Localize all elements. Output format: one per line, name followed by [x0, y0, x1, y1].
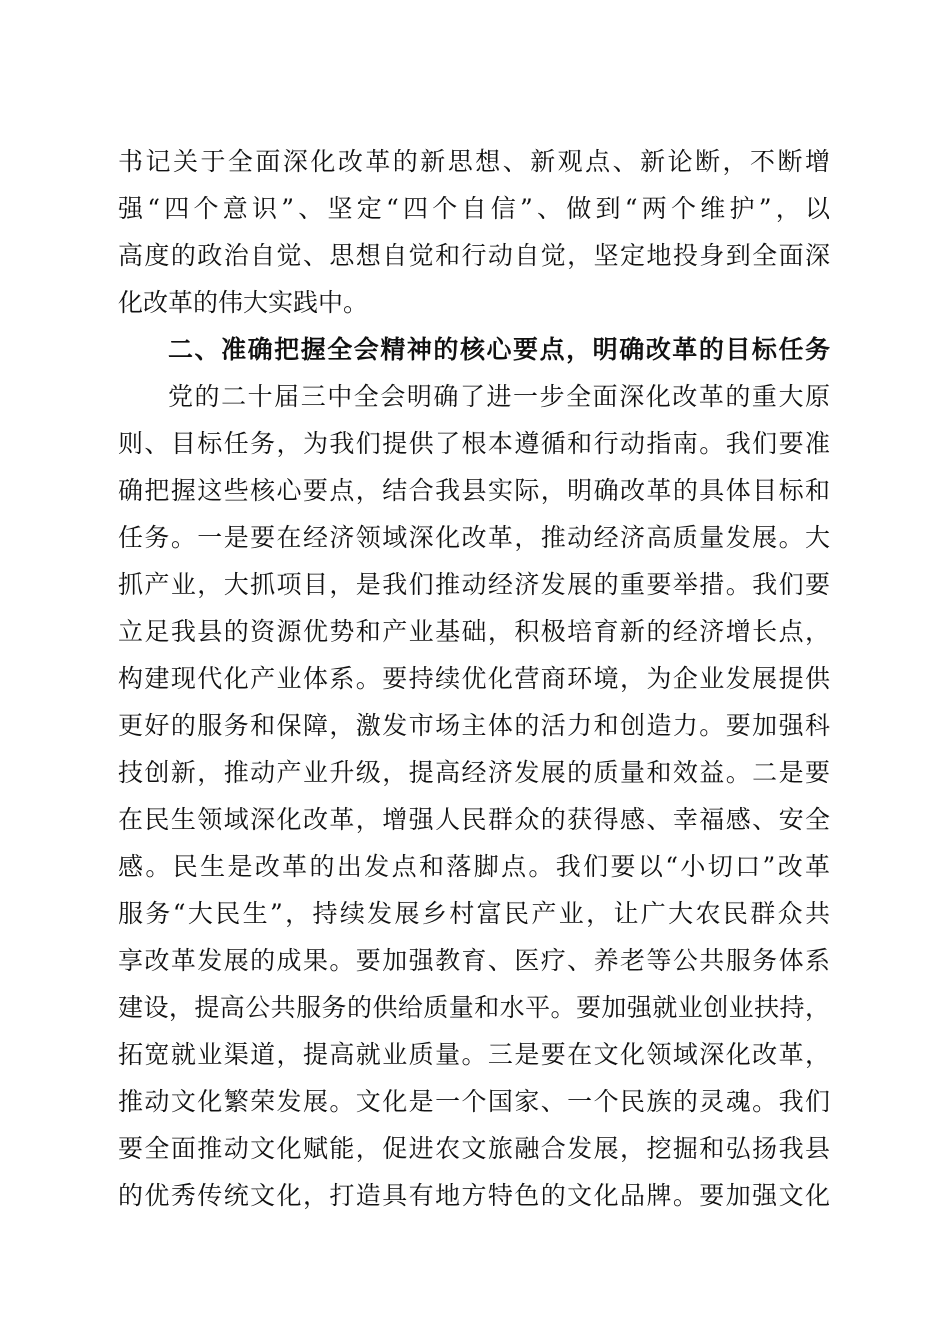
paragraph-line: 高度的政治自觉、思想自觉和行动自觉，坚定地投身到全面深	[118, 241, 830, 270]
paragraph-line: 要全面推动文化赋能，促进农文旅融合发展，挖掘和弘扬我县	[118, 1134, 830, 1163]
paragraph-line: 在民生领域深化改革，增强人民群众的获得感、幸福感、安全	[118, 805, 830, 834]
paragraph-line: 化改革的伟大实践中。	[118, 288, 369, 317]
section-heading: 二、准确把握全会精神的核心要点，明确改革的目标任务	[168, 335, 830, 364]
paragraph-line: 享改革发展的成果。要加强教育、医疗、养老等公共服务体系	[118, 946, 830, 975]
paragraph-line: 更好的服务和保障，激发市场主体的活力和创造力。要加强科	[118, 711, 830, 740]
paragraph-line: 技创新，推动产业升级，提高经济发展的质量和效益。二是要	[118, 758, 830, 787]
paragraph-line: 抓产业，大抓项目，是我们推动经济发展的重要举措。我们要	[118, 570, 830, 599]
paragraph-line: 构建现代化产业体系。要持续优化营商环境，为企业发展提供	[118, 664, 830, 693]
paragraph-line: 拓宽就业渠道，提高就业质量。三是要在文化领域深化改革，	[118, 1040, 830, 1069]
paragraph-line: 服务“大民生”，持续发展乡村富民产业，让广大农民群众共	[118, 899, 830, 928]
paragraph-line: 建设，提高公共服务的供给质量和水平。要加强就业创业扶持，	[118, 993, 830, 1022]
paragraph-line: 书记关于全面深化改革的新思想、新观点、新论断，不断增	[118, 147, 830, 176]
paragraph-line: 则、目标任务，为我们提供了根本遵循和行动指南。我们要准	[118, 429, 830, 458]
paragraph-line: 感。民生是改革的出发点和落脚点。我们要以“小切口”改革	[118, 852, 830, 881]
paragraph-line: 推动文化繁荣发展。文化是一个国家、一个民族的灵魂。我们	[118, 1087, 830, 1116]
paragraph-line: 强“四个意识”、坚定“四个自信”、做到“两个维护”，以	[118, 194, 830, 223]
paragraph-line: 任务。一是要在经济领域深化改革，推动经济高质量发展。大	[118, 523, 830, 552]
paragraph-line: 党的二十届三中全会明确了进一步全面深化改革的重大原	[168, 382, 830, 411]
paragraph-line: 立足我县的资源优势和产业基础，积极培育新的经济增长点，	[118, 617, 830, 646]
paragraph-line: 的优秀传统文化，打造具有地方特色的文化品牌。要加强文化	[118, 1181, 830, 1210]
paragraph-line: 确把握这些核心要点，结合我县实际，明确改革的具体目标和	[118, 476, 830, 505]
